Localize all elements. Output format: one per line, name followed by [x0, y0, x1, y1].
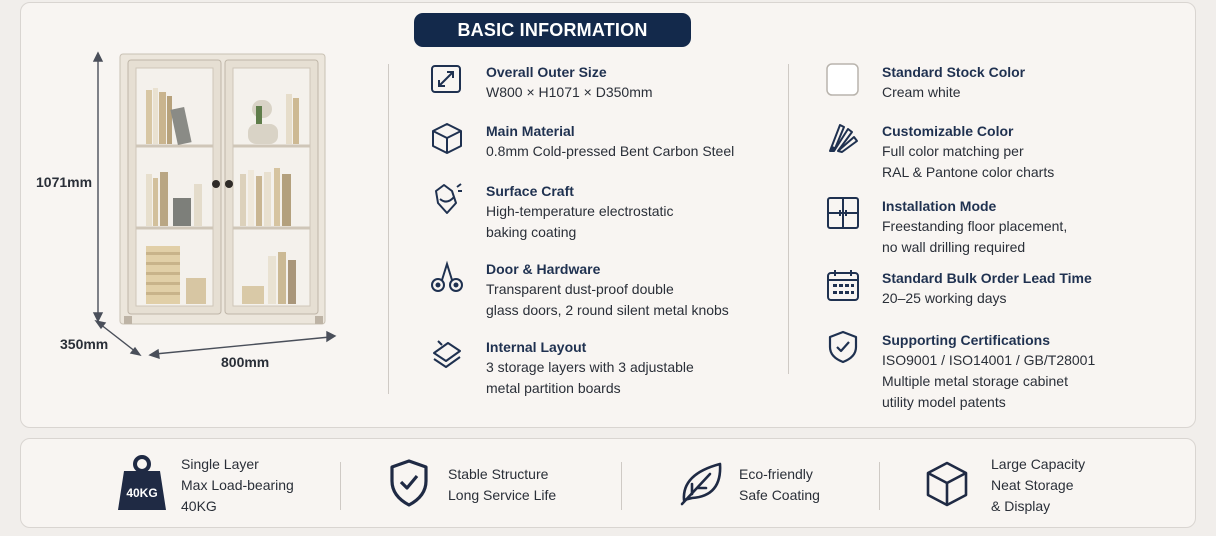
spec-value: RAL & Pantone color charts [882, 164, 1055, 180]
spec-value: 20–25 working days [882, 290, 1007, 306]
spec-value: metal partition boards [486, 380, 621, 396]
shield-check-icon [826, 330, 860, 364]
spec-title: Supporting Certifications [882, 332, 1050, 348]
feature-line: Eco-friendly [739, 466, 813, 482]
color-fan-icon [826, 121, 860, 155]
hinge-icon [430, 259, 464, 293]
column-divider [788, 64, 789, 374]
column-divider [388, 64, 389, 394]
resize-icon [430, 62, 464, 96]
spec-title: Standard Stock Color [882, 64, 1026, 80]
feature-line: Stable Structure [448, 466, 549, 482]
shield-check-icon [388, 458, 430, 508]
spec-value: Transparent dust-proof double [486, 281, 674, 297]
spec-title: Standard Bulk Order Lead Time [882, 270, 1092, 286]
spec-value: no wall drilling required [882, 239, 1026, 255]
spec-title: Surface Craft [486, 183, 574, 199]
depth-dimension: 350mm [60, 336, 109, 352]
spec-title: Main Material [486, 123, 575, 139]
feature-line: Long Service Life [448, 487, 557, 503]
spec-title: Customizable Color [882, 123, 1014, 139]
section-title: BASIC INFORMATION [414, 13, 691, 47]
weight-icon [116, 454, 168, 514]
feature-divider [879, 462, 880, 510]
spec-value: utility model patents [882, 394, 1006, 410]
spec-value: High-temperature electrostatic [486, 203, 674, 219]
leaf-icon [678, 460, 724, 506]
feature-line: Single Layer [181, 456, 259, 472]
layers-icon [430, 337, 464, 371]
spec-value: baking coating [486, 224, 577, 240]
spec-value: Multiple metal storage cabinet [882, 373, 1068, 389]
spec-value: 0.8mm Cold-pressed Bent Carbon Steel [486, 143, 735, 159]
feature-line: Safe Coating [739, 487, 820, 503]
width-dimension: 800mm [221, 354, 270, 370]
spray-icon [430, 181, 464, 215]
weight-icon-label: 40KG [126, 486, 158, 500]
spec-value: 3 storage layers with 3 adjustable [486, 359, 694, 375]
spec-value: glass doors, 2 round silent metal knobs [486, 302, 729, 318]
feature-line: & Display [991, 498, 1051, 514]
calendar-icon [826, 268, 860, 302]
feature-divider [621, 462, 622, 510]
spec-value: ISO9001 / ISO14001 / GB/T28001 [882, 352, 1096, 368]
feature-line: Neat Storage [991, 477, 1074, 493]
cabinet-icon [826, 196, 860, 230]
cube-icon [430, 121, 464, 155]
feature-line: 40KG [181, 498, 217, 514]
spec-value: Full color matching per [882, 143, 1024, 159]
color-swatch-icon [826, 62, 860, 96]
feature-line: Max Load-bearing [181, 477, 294, 493]
box-icon [925, 460, 969, 508]
spec-value: Freestanding floor placement, [882, 218, 1068, 234]
height-dimension: 1071mm [36, 174, 93, 190]
feature-divider [340, 462, 341, 510]
spec-title: Overall Outer Size [486, 64, 607, 80]
spec-value: Cream white [882, 84, 961, 100]
spec-title: Internal Layout [486, 339, 587, 355]
spec-title: Installation Mode [882, 198, 997, 214]
spec-title: Door & Hardware [486, 261, 601, 277]
spec-value: W800 × H1071 × D350mm [486, 84, 653, 100]
cabinet-illustration [28, 48, 358, 378]
feature-line: Large Capacity [991, 456, 1086, 472]
